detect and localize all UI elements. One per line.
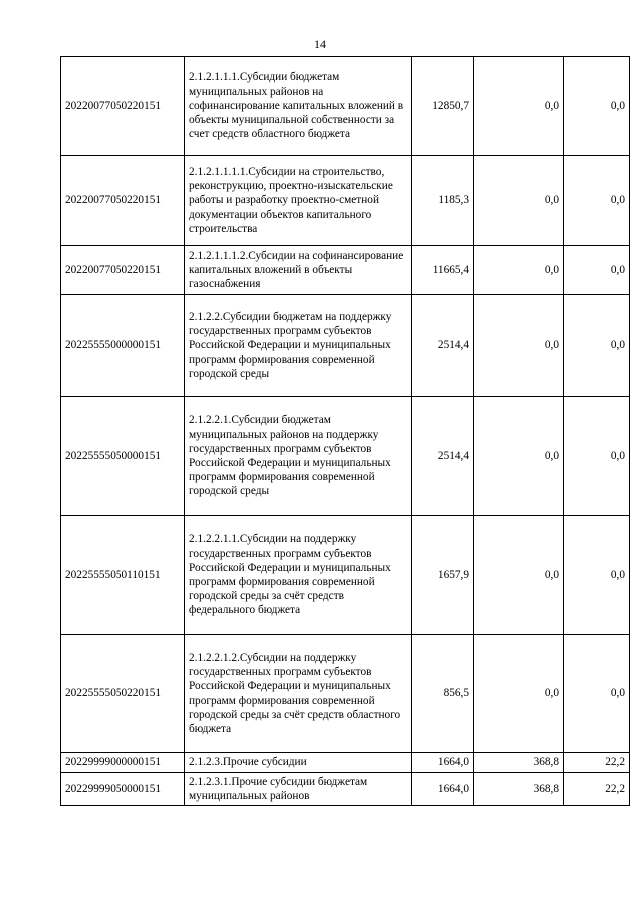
budget-code-cell: 20225555050220151 bbox=[61, 635, 185, 753]
income-name-cell: 2.1.2.2.1.Субсидии бюджетам муниципальных районов на поддержку государственных программ субъектов Российской Федерации и муниципальных программ формирования современной городской среды bbox=[185, 397, 412, 516]
table-row bbox=[61, 246, 630, 295]
executed-amount-cell: 0,0 bbox=[474, 57, 564, 156]
income-name-cell: 2.1.2.2.1.1.Субсидии на поддержку государственных программ субъектов Российской Федерации и муниципальных программ формирования современной городской среды за счёт средств федерального бюджета bbox=[185, 516, 412, 635]
execution-percent-cell: 0,0 bbox=[564, 156, 630, 246]
plan-amount-cell: 1657,9 bbox=[412, 516, 474, 635]
table-row bbox=[61, 156, 630, 246]
plan-amount-cell: 1185,3 bbox=[412, 156, 474, 246]
executed-amount-cell: 0,0 bbox=[474, 516, 564, 635]
execution-percent-cell: 0,0 bbox=[564, 516, 630, 635]
budget-code-cell: 20220077050220151 bbox=[61, 246, 185, 295]
execution-percent-cell: 0,0 bbox=[564, 57, 630, 156]
table-row bbox=[61, 295, 630, 397]
budget-code-cell: 20225555050110151 bbox=[61, 516, 185, 635]
income-name-cell: 2.1.2.3.Прочие субсидии bbox=[185, 753, 412, 773]
execution-percent-cell: 22,2 bbox=[564, 773, 630, 806]
income-name-cell: 2.1.2.1.1.1.Субсидии бюджетам муниципальных районов на софинансирование капитальных вложений в объекты муниципальной собственности за счет средств областного бюджета bbox=[185, 57, 412, 156]
executed-amount-cell: 368,8 bbox=[474, 773, 564, 806]
income-name-cell: 2.1.2.1.1.1.2.Субсидии на софинансирование капитальных вложений в объекты газоснабжения bbox=[185, 246, 412, 295]
income-name-cell: 2.1.2.1.1.1.1.Субсидии на строительство, реконструкцию, проектно-изыскательские работы и разработку проектно-сметной документации объектов капитального строительства bbox=[185, 156, 412, 246]
table-row bbox=[61, 397, 630, 516]
plan-amount-cell: 2514,4 bbox=[412, 295, 474, 397]
table-row bbox=[61, 635, 630, 753]
plan-amount-cell: 856,5 bbox=[412, 635, 474, 753]
budget-code-cell: 20220077050220151 bbox=[61, 156, 185, 246]
budget-code-cell: 20225555050000151 bbox=[61, 397, 185, 516]
execution-percent-cell: 0,0 bbox=[564, 295, 630, 397]
executed-amount-cell: 0,0 bbox=[474, 156, 564, 246]
executed-amount-cell: 368,8 bbox=[474, 753, 564, 773]
executed-amount-cell: 0,0 bbox=[474, 295, 564, 397]
executed-amount-cell: 0,0 bbox=[474, 246, 564, 295]
income-name-cell: 2.1.2.2.Субсидии бюджетам на поддержку государственных программ субъектов Российской Федерации и муниципальных программ формирования современной городской среды bbox=[185, 295, 412, 397]
execution-percent-cell: 22,2 bbox=[564, 753, 630, 773]
plan-amount-cell: 11665,4 bbox=[412, 246, 474, 295]
table-row bbox=[61, 773, 630, 806]
execution-percent-cell: 0,0 bbox=[564, 635, 630, 753]
table-row bbox=[61, 516, 630, 635]
plan-amount-cell: 2514,4 bbox=[412, 397, 474, 516]
plan-amount-cell: 1664,0 bbox=[412, 753, 474, 773]
execution-percent-cell: 0,0 bbox=[564, 397, 630, 516]
page-number: 14 bbox=[314, 37, 326, 51]
execution-percent-cell: 0,0 bbox=[564, 246, 630, 295]
table-row bbox=[61, 57, 630, 156]
budget-table bbox=[60, 56, 630, 806]
budget-code-cell: 20220077050220151 bbox=[61, 57, 185, 156]
executed-amount-cell: 0,0 bbox=[474, 635, 564, 753]
table-row bbox=[61, 753, 630, 773]
budget-code-cell: 20225555000000151 bbox=[61, 295, 185, 397]
plan-amount-cell: 1664,0 bbox=[412, 773, 474, 806]
budget-code-cell: 20229999050000151 bbox=[61, 773, 185, 806]
income-name-cell: 2.1.2.2.1.2.Субсидии на поддержку государственных программ субъектов Российской Федерации и муниципальных программ формирования современной городской среды за счёт средств областного бюджета bbox=[185, 635, 412, 753]
executed-amount-cell: 0,0 bbox=[474, 397, 564, 516]
income-name-cell: 2.1.2.3.1.Прочие субсидии бюджетам муниципальных районов bbox=[185, 773, 412, 806]
plan-amount-cell: 12850,7 bbox=[412, 57, 474, 156]
budget-code-cell: 20229999000000151 bbox=[61, 753, 185, 773]
